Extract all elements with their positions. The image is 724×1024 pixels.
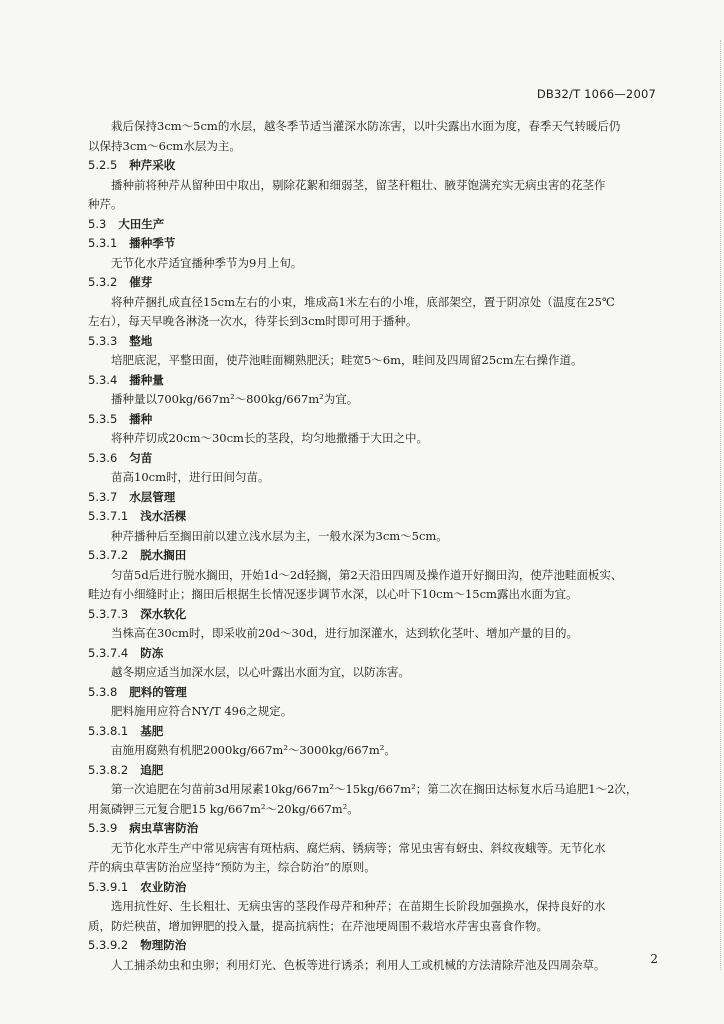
paragraph-continuation: 左右），每天早晚各淋浇一次水，待芽长到3cm时即可用于播种。 <box>88 314 418 328</box>
section-number: 5.3.8 <box>88 684 118 699</box>
section-heading <box>88 371 658 391</box>
section-heading <box>88 819 658 839</box>
section-title: 农业防治 <box>140 879 187 894</box>
section-heading <box>88 644 658 664</box>
section-title: 浅水活棵 <box>140 509 187 523</box>
section-number: 5.3.7.2 <box>88 548 129 562</box>
section-number: 5.3.9.2 <box>88 938 129 952</box>
section-heading <box>88 546 658 566</box>
section-heading <box>88 507 658 527</box>
section-title: 大田生产 <box>118 216 165 231</box>
section-title: 防冻 <box>140 645 164 660</box>
paragraph-line: 亩施用腐熟有机肥2000kg/667m²～3000kg/667m²。 <box>111 743 396 757</box>
section-number: 5.3.2 <box>88 275 118 289</box>
section-heading <box>88 156 658 176</box>
paragraph-line: 匀苗5d后进行脱水搁田，开始1d～2d轻搁，第2天沿田四周及操作道开好搁田沟，使芹池畦面板实、 <box>111 567 623 582</box>
paragraph-line: 种芹播种后至搁田前以建立浅水层为主，一般水深为3cm～5cm。 <box>111 528 448 543</box>
paragraph-line: 将种芹捆扎成直径15cm左右的小束，堆成高1米左右的小堆，底部架空，置于阴凉处（温度在25℃ <box>111 294 615 309</box>
section-number: 5.3.6 <box>88 450 118 465</box>
paragraph-line: 选用抗性好、生长粗壮、无病虫害的茎段作母芹和种芹；在苗期生长阶段加强换水，保持良好的水 <box>111 899 606 913</box>
section-title: 脱水搁田 <box>140 548 187 562</box>
section-title: 基肥 <box>140 723 164 738</box>
paragraph-line: 栽后保持3cm～5cm的水层，越冬季节适当灌深水防冻害，以叶尖露出水面为度，春季天气转暖后仍 <box>111 119 621 133</box>
paragraph-line: 将种芹切成20cm～30cm长的茎段，均匀地撒播于大田之中。 <box>111 431 428 445</box>
section-number: 5.3.8.1 <box>88 723 129 738</box>
section-title: 物理防治 <box>140 938 187 952</box>
section-number: 5.3.4 <box>88 372 118 387</box>
section-heading <box>88 410 658 430</box>
section-heading <box>88 722 658 742</box>
scan-edge-marks <box>718 40 721 970</box>
paragraph-line: 培肥底泥，平整田面，使芹池畦面糊熟肥沃；畦宽5～6m，畦间及四周留25cm左右操作道。 <box>111 353 583 367</box>
paragraph-line: 苗高10cm时，进行田间匀苗。 <box>111 470 270 484</box>
section-title: 催芽 <box>129 275 153 289</box>
section-title: 播种季节 <box>129 236 176 250</box>
section-number: 5.3.7.3 <box>88 606 129 621</box>
paragraph-line: 人工捕杀幼虫和虫卵；利用灯光、色板等进行诱杀；利用人工或机械的方法清除芹池及四周杂草。 <box>111 957 606 972</box>
section-number: 5.2.5 <box>88 158 118 172</box>
section-title: 水层管理 <box>129 489 176 504</box>
paragraph-line: 播种量以700kg/667m²～800kg/667m²为宜。 <box>111 392 359 406</box>
section-heading <box>88 273 658 293</box>
paragraph-continuation: 以保持3cm～6cm水层为主。 <box>88 138 241 153</box>
section-title: 深水软化 <box>140 606 187 621</box>
section-title: 播种 <box>129 411 153 426</box>
section-heading <box>88 761 658 781</box>
section-number: 5.3.9.1 <box>88 879 129 894</box>
section-number: 5.3 <box>88 216 107 231</box>
section-number: 5.3.7.1 <box>88 509 129 523</box>
paragraph-line: 播种前将种芹从留种田中取出，剔除花絮和细弱茎，留茎秆粗壮、腋芽饱满充实无病虫害的花茎作 <box>111 177 606 192</box>
paragraph-line: 越冬期应适当加深水层，以心叶露出水面为宜，以防冻害。 <box>111 665 410 679</box>
paragraph-line: 无节化水芹生产中常见病害有斑枯病、腐烂病、锈病等；常见虫害有蚜虫、斜纹夜蛾等。无节化水 <box>111 840 606 855</box>
section-title: 播种量 <box>129 372 164 387</box>
section-title: 病虫草害防治 <box>129 821 199 835</box>
section-title: 整地 <box>129 333 153 348</box>
paragraph-line: 肥料施用应符合NY/T 496之规定。 <box>111 704 293 718</box>
paragraph-continuation: 畦边有小细缝时止；搁田后根据生长情况逐步调节水深，以心叶下10cm～15cm露出水面为宜。 <box>88 587 578 601</box>
paragraph-line: 当株高在30cm时，即采收前20d～30d，进行加深灌水，达到软化茎叶、增加产量的目的。 <box>111 626 578 640</box>
section-number: 5.3.7.4 <box>88 645 129 660</box>
paragraph-line: 无节化水芹适宜播种季节为9月上旬。 <box>111 255 303 270</box>
section-title: 肥料的管理 <box>129 684 187 699</box>
section-number: 5.3.8.2 <box>88 762 129 777</box>
standard-code: DB32/T 1066—2007 <box>536 87 656 101</box>
paragraph-continuation: 质，防烂秧苗，增加钾肥的投入量，提高抗病性；在芹池埂周围不栽培水芹害虫喜食作物。 <box>88 918 548 933</box>
section-title: 追肥 <box>140 762 164 777</box>
section-heading <box>88 332 658 352</box>
section-heading <box>88 878 658 898</box>
paragraph-line: 第一次追肥在匀苗前3d用尿素10kg/667m²～15kg/667m²；第二次在搁田达标复水后马追肥1～2次， <box>111 782 638 796</box>
paragraph-continuation: 种芹。 <box>88 197 123 211</box>
section-number: 5.3.5 <box>88 411 118 426</box>
section-heading <box>88 936 658 956</box>
section-number: 5.3.7 <box>88 489 118 504</box>
paragraph-continuation: 芹的病虫草害防治应坚持“预防为主，综合防治”的原则。 <box>88 860 376 874</box>
section-number: 5.3.9 <box>88 821 118 835</box>
section-number: 5.3.3 <box>88 333 118 348</box>
section-number: 5.3.1 <box>88 236 118 250</box>
section-heading <box>88 449 658 469</box>
section-heading <box>88 234 658 254</box>
section-heading <box>88 488 658 508</box>
section-heading <box>88 683 658 703</box>
section-heading <box>88 215 658 235</box>
section-title: 种芹采收 <box>129 158 176 172</box>
section-heading <box>88 605 658 625</box>
document-body <box>88 117 658 975</box>
page-number: 2 <box>650 952 658 966</box>
section-title: 匀苗 <box>129 450 153 465</box>
paragraph-continuation: 用氮磷钾三元复合肥15 kg/667m²～20kg/667m²。 <box>88 801 359 816</box>
